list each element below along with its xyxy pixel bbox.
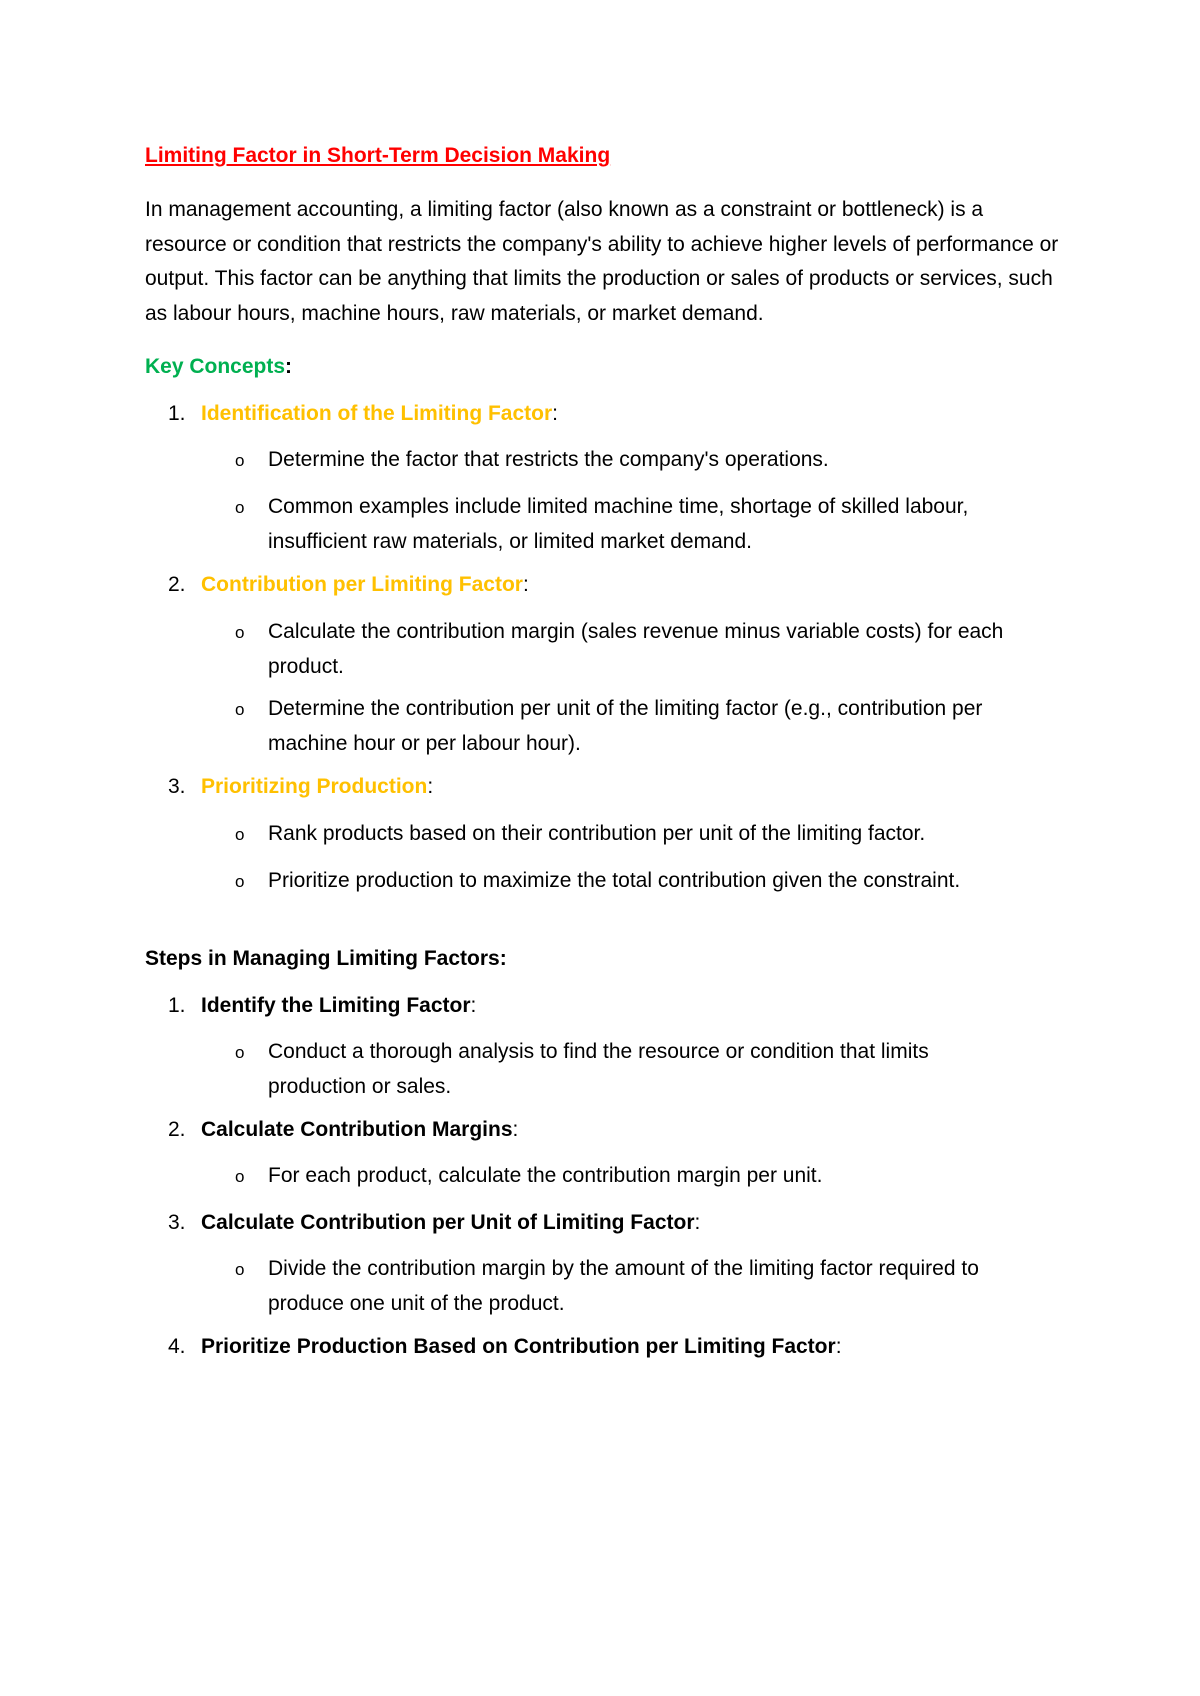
key-concepts-label: Key Concepts — [145, 355, 286, 378]
concept-2-point-1: Calculate the contribution margin (sales revenue minus variable costs) for each product. — [268, 620, 1004, 678]
bullet-icon: o — [235, 451, 245, 470]
step-1-number: 1. — [168, 994, 186, 1017]
step-3-label: Calculate Contribution per Unit of Limiting Factor — [201, 1211, 695, 1234]
step-3-colon: : — [694, 1211, 701, 1234]
steps-heading: Steps in Managing Limiting Factors: — [145, 947, 507, 970]
step-3-point-1: Divide the contribution margin by the amount of the limiting factor required to produce one unit of the product. — [268, 1257, 979, 1315]
step-1-label: Identify the Limiting Factor — [201, 994, 471, 1017]
bullet-icon: o — [235, 623, 245, 642]
step-2-label: Calculate Contribution Margins — [201, 1118, 513, 1141]
concept-2-heading — [201, 568, 529, 603]
concept-1-heading — [201, 397, 558, 432]
step-1-heading — [201, 989, 476, 1024]
concept-3-heading — [201, 770, 433, 805]
concept-1-label: Identification of the Limiting Factor — [201, 402, 553, 425]
bullet-icon: o — [235, 700, 245, 719]
concept-2-colon: : — [522, 573, 529, 596]
concept-3-number: 3. — [168, 775, 186, 798]
step-2-number: 2. — [168, 1118, 186, 1141]
concept-3-point-2: Prioritize production to maximize the total contribution given the constraint. — [268, 869, 961, 892]
concept-3-colon: : — [427, 775, 434, 798]
bullet-icon: o — [235, 498, 245, 517]
bullet-icon: o — [235, 1167, 245, 1186]
step-3-number: 3. — [168, 1211, 186, 1234]
concept-3-label: Prioritizing Production — [201, 775, 428, 798]
concept-1-point-1: Determine the factor that restricts the company's operations. — [268, 448, 829, 471]
step-4-colon: : — [835, 1335, 842, 1358]
concept-3-point-1: Rank products based on their contribution per unit of the limiting factor. — [268, 822, 926, 845]
step-2-colon: : — [512, 1118, 519, 1141]
bullet-icon: o — [235, 1043, 245, 1062]
step-3-heading — [201, 1206, 700, 1241]
step-2-heading — [201, 1113, 518, 1148]
bullet-icon: o — [235, 825, 245, 844]
concept-2-number: 2. — [168, 573, 186, 596]
key-concepts-colon: : — [285, 355, 293, 378]
step-1-colon: : — [470, 994, 477, 1017]
concept-2-label: Contribution per Limiting Factor — [201, 573, 523, 596]
step-1-point-1: Conduct a thorough analysis to find the resource or condition that limits production or sales. — [268, 1040, 929, 1098]
step-4-number: 4. — [168, 1335, 186, 1358]
concept-1-point-2: Common examples include limited machine time, shortage of skilled labour, insufficient raw materials, or limited market demand. — [268, 495, 969, 553]
concept-1-colon: : — [552, 402, 558, 425]
bullet-icon: o — [235, 872, 245, 891]
bullet-icon: o — [235, 1260, 245, 1279]
document-title: Limiting Factor in Short-Term Decision Making — [145, 144, 611, 167]
step-4-label: Prioritize Production Based on Contribution per Limiting Factor — [201, 1335, 836, 1358]
step-2-point-1: For each product, calculate the contribution margin per unit. — [268, 1164, 823, 1187]
intro-paragraph: In management accounting, a limiting factor (also known as a constraint or bottleneck) is a resource or condition that restricts the company's ability to achieve higher levels of performance or output. This factor can be anything that limits the production or sales of products or services, such as labour hours, machine hours, raw materials, or market demand. — [145, 198, 1059, 325]
concept-2-point-2: Determine the contribution per unit of the limiting factor (e.g., contribution per machine hour or per labour hour). — [268, 697, 983, 755]
key-concepts-heading — [145, 350, 292, 385]
step-4-heading — [201, 1330, 842, 1365]
concept-1-number: 1. — [168, 402, 186, 425]
